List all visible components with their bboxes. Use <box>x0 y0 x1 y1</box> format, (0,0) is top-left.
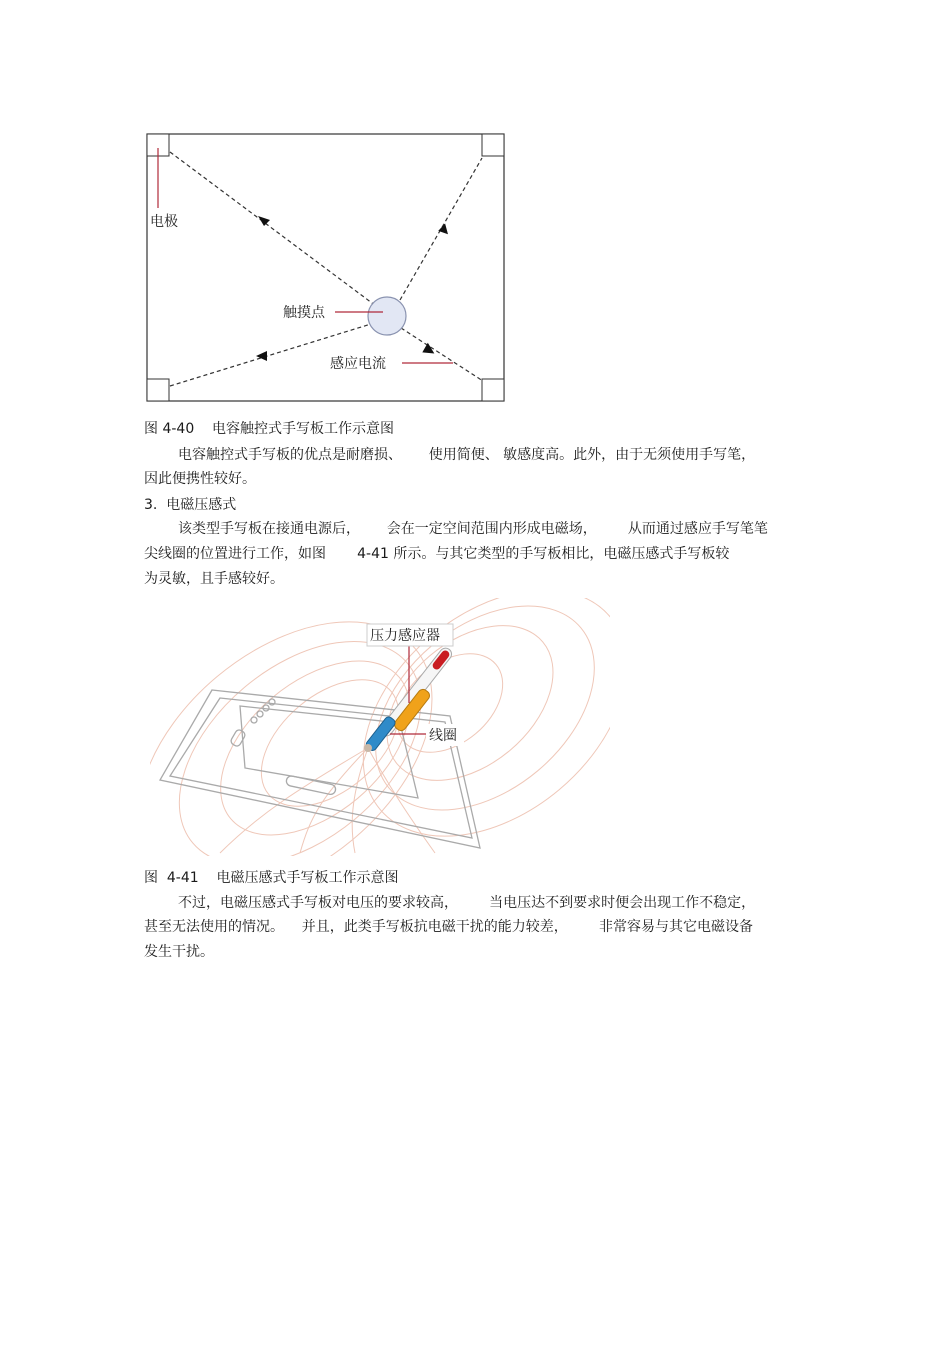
paragraph-1-line-1: 电容触控式手写板的优点是耐磨损、 使用简便、 敏感度高。此外，由于无须使用手写笔， <box>178 447 756 463</box>
electrode-label: 电极 <box>150 214 178 230</box>
panel-outline <box>147 134 504 401</box>
electrode-bottom-right <box>482 379 504 401</box>
figure-4-41-caption: 图 4-41 电磁压感式手写板工作示意图 <box>144 870 399 886</box>
paragraph-3-line-1: 不过，电磁压感式手写板对电压的要求较高， 当电压达不到要求时便会出现工作不稳定， <box>178 895 756 911</box>
paragraph-3-line-3: 发生干扰。 <box>144 944 214 960</box>
touch-point-circle <box>368 297 406 335</box>
coil-label: 线圈 <box>429 728 457 744</box>
paragraph-1-line-2: 因此便携性较好。 <box>144 471 256 487</box>
tablet-button <box>230 729 247 748</box>
electromagnetic-tablet-diagram <box>150 598 610 856</box>
pressure-sensor-label: 压力感应器 <box>370 628 440 644</box>
induced-current-label: 感应电流 <box>330 356 386 372</box>
paragraph-2-line-3: 为灵敏，且手感较好。 <box>144 571 284 587</box>
touch-point-label: 触摸点 <box>283 305 325 321</box>
paragraph-3-line-2: 甚至无法使用的情况。 并且，此类手写板抗电磁干扰的能力较差， 非常容易与其它电磁设备 <box>144 919 753 935</box>
tablet-body <box>160 690 480 848</box>
electrode-top-right <box>482 134 504 156</box>
electrode-bottom-left <box>147 379 169 401</box>
paragraph-2-line-2: 尖线圈的位置进行工作，如图 4-41 所示。与其它类型的手写板相比，电磁压感式手写板较 <box>144 546 730 562</box>
section-3-heading: 3. 电磁压感式 <box>144 497 237 513</box>
figure-4-40-caption: 图 4-40 电容触控式手写板工作示意图 <box>144 421 395 437</box>
capacitive-touch-diagram <box>140 128 512 408</box>
paragraph-2-line-1: 该类型手写板在接通电源后， 会在一定空间范围内形成电磁场， 从而通过感应手写笔笔 <box>178 521 768 537</box>
